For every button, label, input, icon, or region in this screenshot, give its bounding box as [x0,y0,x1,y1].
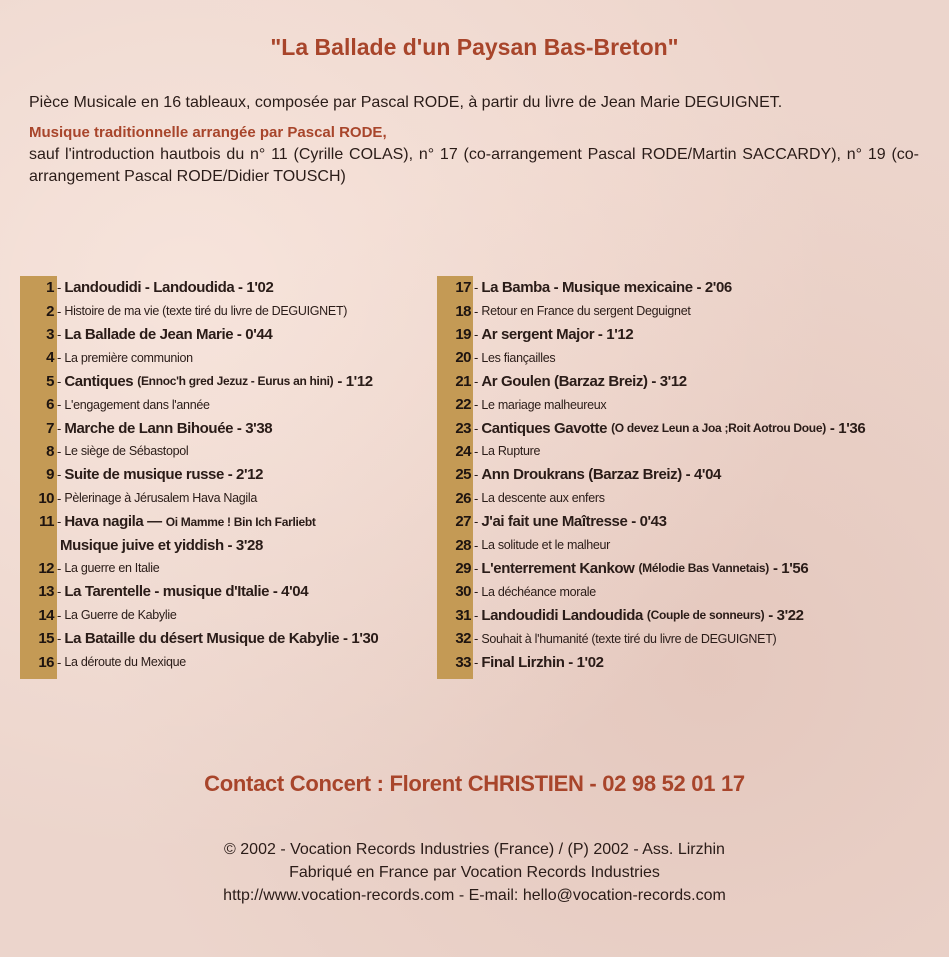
track-number: 11 [39,513,54,531]
track-separator: - [57,607,62,623]
track-description: La déchéance morale [481,584,596,599]
track-description: La solitude et le malheur [481,538,611,553]
track-title: Cantiques [64,372,134,390]
track-title: Ar Goulen (Barzaz Breiz) - 3'12 [481,372,687,390]
track-separator: - [474,514,479,530]
track-number: 25 [455,466,471,484]
track-number: 29 [455,559,471,577]
track-row [437,510,667,533]
track-row [437,627,776,650]
track-number: 26 [455,489,471,507]
track-description: Le mariage malheureux [481,397,607,412]
track-separator: - [474,326,479,342]
track-separator: - [57,420,62,436]
track-description: La guerre en Italie [64,561,160,576]
track-subtitle: (Mélodie Bas Vannetais) [638,561,769,576]
track-description: Pèlerinage à Jérusalem Hava Nagila [64,491,258,506]
track-number: 15 [38,630,54,648]
track-title: Musique juive et yiddish - 3'28 [60,536,263,554]
track-separator: - [57,280,62,296]
track-separator: - [474,350,479,366]
track-row [437,487,605,510]
track-number: 13 [38,583,54,601]
track-number: 10 [38,489,54,507]
track-number: 32 [455,630,471,648]
track-title: La Ballade de Jean Marie - 0'44 [64,325,273,343]
track-row [20,533,263,556]
track-row [20,440,188,463]
track-row [437,299,691,322]
track-description: L'engagement dans l'année [64,397,210,412]
track-separator: - [57,303,62,319]
track-separator: - [57,631,62,647]
track-separator: - [474,397,479,413]
track-row [20,650,186,673]
track-number: 2 [46,302,54,320]
track-number: 19 [455,325,471,343]
track-separator: - [474,420,479,436]
track-row [20,487,257,510]
track-number: 27 [455,513,471,531]
track-separator: - [57,326,62,342]
track-duration: - 1'12 [337,372,373,390]
manufacture-line: Fabriqué en France par Vocation Records Industries [289,864,660,881]
track-row [20,346,193,369]
track-number: 6 [46,396,54,414]
track-row [437,370,687,393]
track-separator: - [474,280,479,296]
track-subtitle: (Couple de sonneurs) [646,608,765,623]
track-number: 22 [455,396,471,414]
track-description: La Guerre de Kabylie [64,608,177,623]
track-separator: - [57,654,62,670]
track-description: La première communion [64,350,193,365]
track-number: 12 [38,559,54,577]
track-description: Souhait à l'humanité (texte tiré du livre de DEGUIGNET) [481,631,777,646]
track-title: Ann Droukrans (Barzaz Breiz) - 4'04 [481,466,721,484]
arrangement-subtitle: Musique traditionnelle arrangée par Pascal RODE, [29,124,387,141]
track-number: 20 [455,349,471,367]
track-description: Les fiançailles [481,350,556,365]
track-separator: - [57,443,62,459]
track-duration: - 1'56 [772,559,809,577]
track-separator: - [474,490,479,506]
track-separator: - [474,654,479,670]
track-row [437,463,721,486]
track-separator: - [474,560,479,576]
track-row [20,510,320,533]
track-row [20,604,176,627]
website-email-line: http://www.vocation-records.com - E-mail: hello@vocation-records.com [223,887,726,904]
track-title: Hava nagila — [64,513,162,531]
track-separator: - [474,584,479,600]
track-number: 9 [46,466,54,484]
track-row [20,557,159,580]
track-separator: - [474,631,479,647]
track-row [437,440,540,463]
footer [0,838,949,907]
track-row [437,393,606,416]
contact-line: Contact Concert : Florent CHRISTIEN - 02 98 52 01 17 [204,771,745,796]
track-number: 21 [455,372,471,390]
tracklist-left [20,276,430,679]
track-number: 3 [46,325,54,343]
track-row [437,276,732,299]
track-separator: - [474,467,479,483]
track-description: Histoire de ma vie (texte tiré du livre de DEGUIGNET) [64,304,348,319]
track-number: 16 [38,653,54,671]
track-row [437,323,633,346]
track-separator: - [57,373,62,389]
track-separator: - [57,350,62,366]
album-title: "La Ballade d'un Paysan Bas-Breton" [270,34,679,60]
track-title: La Bamba - Musique mexicaine - 2'06 [481,279,732,297]
track-number: 33 [455,653,471,671]
track-number: 30 [455,583,471,601]
copyright-line: © 2002 - Vocation Records Industries (France) / (P) 2002 - Ass. Lirzhin [224,841,725,858]
track-separator: - [57,467,62,483]
track-number: 5 [46,372,54,390]
credits-text: sauf l'introduction hautbois du n° 11 (Cyrille COLAS), n° 17 (co-arrangement Pascal RODE/Martin SACCARDY), n° 19 (co-arrangement Pascal RODE/Didier TOUSCH) [29,146,919,185]
track-separator: - [57,490,62,506]
track-row [20,323,272,346]
track-title: L'enterrement Kankow [481,559,635,577]
track-number: 8 [46,442,54,460]
track-row [20,370,373,393]
track-number: 28 [455,536,471,554]
track-row [437,604,804,627]
track-title: Cantiques Gavotte [481,419,608,437]
track-description: La descente aux enfers [481,491,605,506]
track-duration: - 3'22 [768,606,804,624]
track-number: 1 [46,279,54,297]
track-separator: - [474,443,479,459]
track-separator: - [474,303,479,319]
track-number: 17 [455,279,471,297]
track-separator: - [57,560,62,576]
track-separator: - [474,537,479,553]
track-title: J'ai fait une Maîtresse - 0'43 [481,513,667,531]
track-number: 4 [46,349,54,367]
track-title: Suite de musique russe - 2'12 [64,466,264,484]
track-subtitle: (Ennoc'h gred Jezuz - Eurus an hini) [137,374,334,389]
track-description: La déroute du Mexique [64,655,186,670]
track-number: 7 [46,419,54,437]
track-description: La Rupture [481,444,541,459]
track-title: La Tarentelle - musique d'Italie - 4'04 [64,583,309,601]
track-row [437,416,865,439]
track-row [437,533,610,556]
track-title: Marche de Lann Bihouée - 3'38 [64,419,273,437]
track-row [20,627,378,650]
track-separator: - [57,584,62,600]
track-number: 18 [455,302,471,320]
tracklist-right [437,276,942,679]
track-title: Ar sergent Major - 1'12 [481,325,634,343]
track-subtitle: (O devez Leun a Joa ;Roit Aotrou Doue) [611,421,826,436]
track-number: 31 [455,606,471,624]
track-title: La Bataille du désert Musique de Kabylie - 1'30 [64,630,379,648]
track-row [20,276,273,299]
intro-block [29,92,919,188]
track-number: 24 [455,442,471,460]
track-separator: - [57,397,62,413]
track-row [437,580,596,603]
intro-text: Pièce Musicale en 16 tableaux, composée par Pascal RODE, à partir du livre de Jean Marie DEGUIGNET. [29,94,783,111]
track-row [20,416,272,439]
track-row [20,393,210,416]
track-row [20,463,263,486]
track-row [437,346,555,369]
track-number: 23 [455,419,471,437]
track-row [20,580,308,603]
track-row [437,650,604,673]
track-description: Le siège de Sébastopol [64,444,189,459]
track-title: Final Lirzhin - 1'02 [481,653,604,671]
track-duration: - 1'36 [829,419,866,437]
track-separator: - [474,373,479,389]
track-row [437,557,808,580]
track-title: Landoudidi Landoudida [481,606,643,624]
track-separator: - [57,514,62,530]
track-number: 14 [38,606,54,624]
track-row [20,299,347,322]
track-title: Landoudidi - Landoudida - 1'02 [64,279,274,297]
track-subtitle: Oi Mamme ! Bin Ich Farliebt [165,514,316,529]
track-description: Retour en France du sergent Deguignet [481,304,691,319]
track-separator: - [474,607,479,623]
